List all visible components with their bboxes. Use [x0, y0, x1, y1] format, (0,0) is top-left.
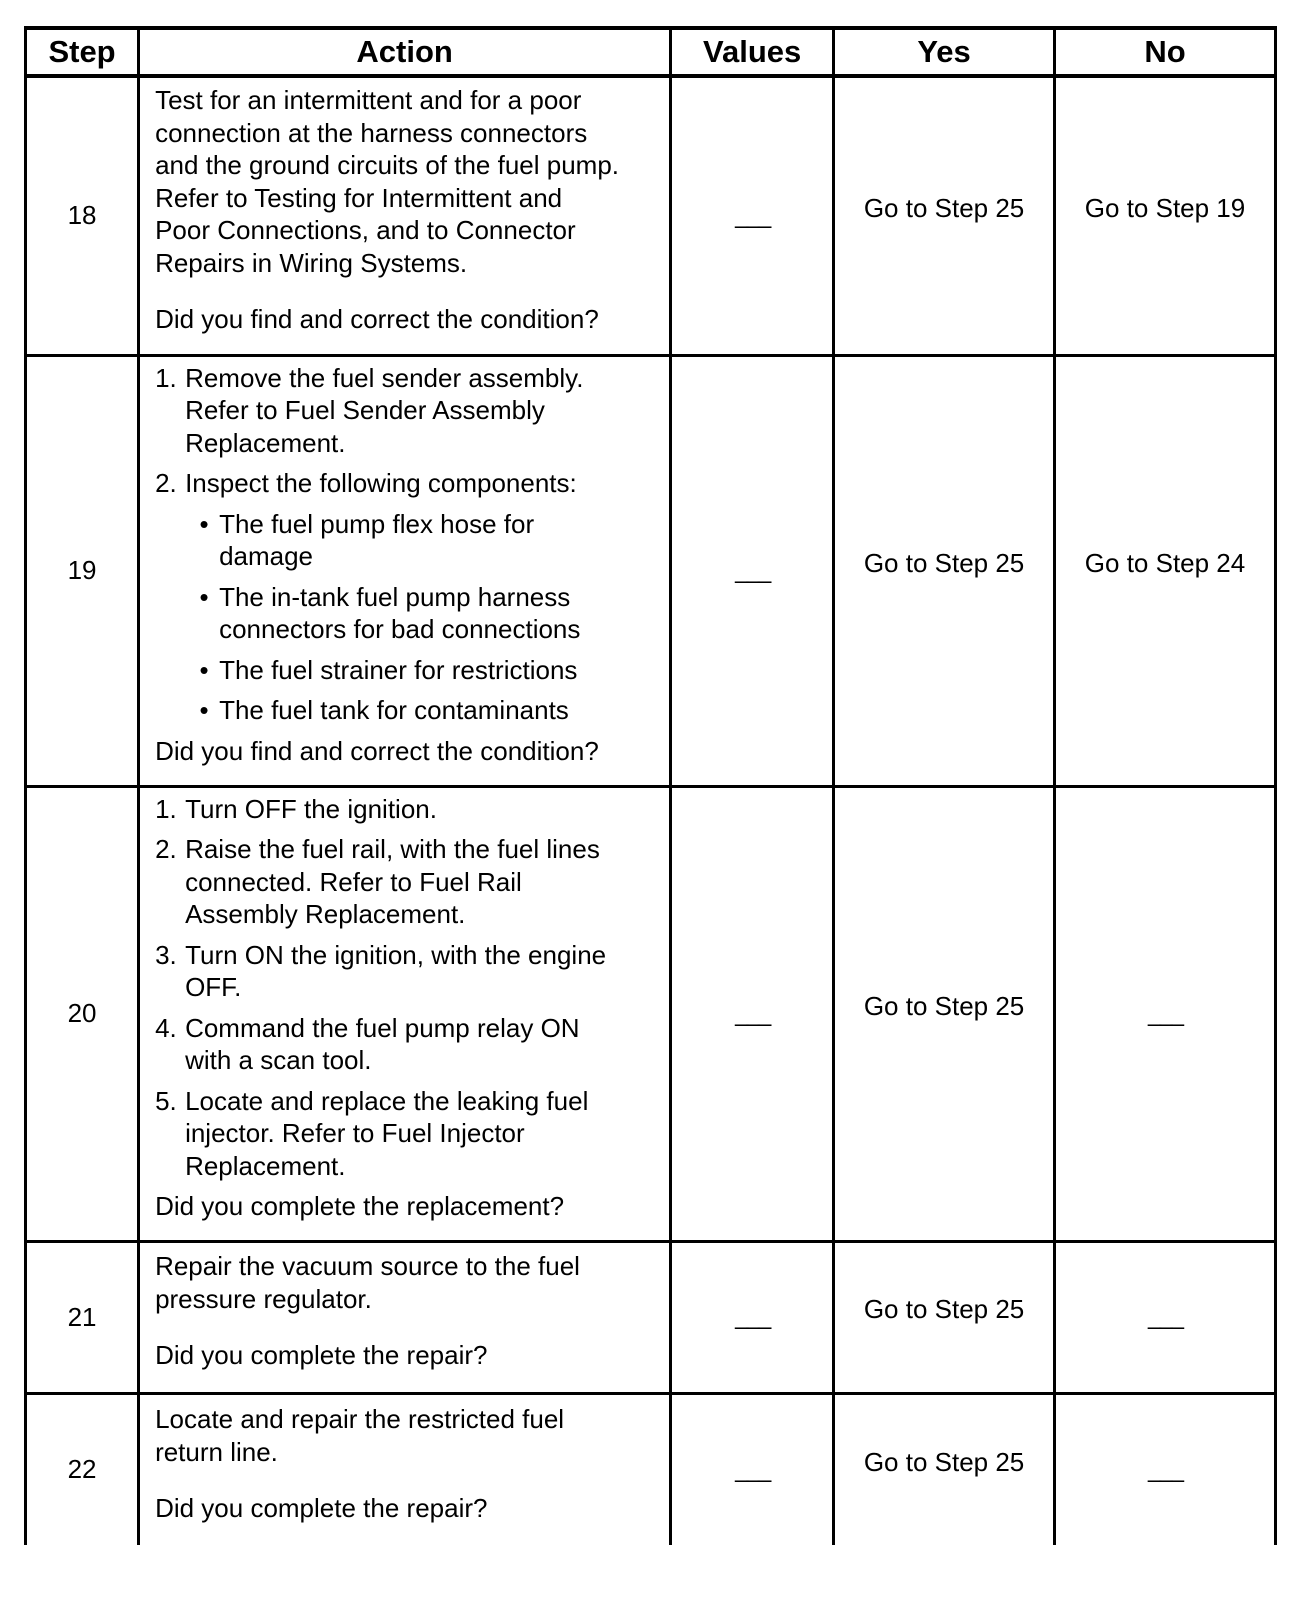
- no-goto: Go to Step 24: [1084, 547, 1246, 578]
- yes-cell: [834, 1393, 1055, 1545]
- item-number: 2.: [155, 834, 177, 864]
- item-line: Turn OFF the ignition.: [185, 793, 437, 824]
- action-cell: [139, 76, 671, 355]
- list-item: [155, 1012, 659, 1077]
- table-row-step-18: [26, 76, 1276, 355]
- action-line: Locate and repair the restricted fuel: [155, 1404, 565, 1434]
- values-dash: ___: [735, 201, 770, 229]
- bullet-line: The fuel pump flex hose for: [219, 508, 535, 539]
- item-number: 4.: [155, 1012, 177, 1043]
- table-row-step-22: [26, 1393, 1276, 1545]
- action-line: connection at the harness connectors: [155, 117, 588, 148]
- bullet-item: [189, 581, 659, 646]
- values-dash: ___: [735, 556, 770, 584]
- yes-goto: Go to Step 25: [863, 547, 1025, 578]
- action-question: Did you find and correct the condition?: [155, 735, 599, 766]
- bullet-icon: •: [199, 654, 209, 685]
- item-line: injector. Refer to Fuel Injector: [185, 1118, 525, 1148]
- list-item: [155, 362, 659, 460]
- yes-goto: Go to Step 25: [863, 990, 1025, 1021]
- bullet-line: The in-tank fuel pump harness: [219, 581, 571, 612]
- bullet-icon: •: [199, 508, 209, 539]
- no-cell: [1055, 1393, 1276, 1545]
- no-dash: ___: [1147, 999, 1183, 1027]
- action-line: pressure regulator.: [155, 1283, 372, 1314]
- bullet-line: damage: [219, 541, 314, 572]
- bullet-line: connectors for bad connections: [219, 614, 581, 645]
- table-row-step-20: [26, 786, 1276, 1241]
- item-line: Locate and replace the leaking fuel: [185, 1085, 589, 1116]
- header-values: Values: [671, 28, 834, 76]
- no-cell: [1055, 1241, 1276, 1393]
- yes-cell: [834, 1241, 1055, 1393]
- step-number: 20: [26, 786, 139, 1241]
- action-text: [155, 1403, 659, 1468]
- diagnostic-table: [24, 26, 1277, 1545]
- item-line: Inspect the following components:: [185, 468, 577, 499]
- bullet-item: [189, 694, 659, 727]
- item-line: Replacement.: [185, 427, 346, 458]
- no-cell: [1055, 76, 1276, 355]
- item-line: Raise the fuel rail, with the fuel lines: [185, 834, 600, 864]
- table-row-step-19: [26, 355, 1276, 786]
- values-dash: ___: [735, 999, 770, 1027]
- values-cell: [671, 1393, 834, 1545]
- no-cell: [1055, 355, 1276, 786]
- list-item: [155, 833, 659, 931]
- no-cell: [1055, 786, 1276, 1241]
- yes-cell: [834, 786, 1055, 1241]
- action-line: and the ground circuits of the fuel pump.: [155, 150, 620, 180]
- bullet-line: The fuel strainer for restrictions: [219, 654, 578, 685]
- list-item: [155, 939, 659, 1004]
- values-dash: ___: [735, 1303, 770, 1330]
- step-number: 21: [26, 1241, 139, 1393]
- values-cell: [671, 355, 834, 786]
- bullet-icon: •: [199, 581, 209, 612]
- action-text: [155, 84, 659, 279]
- item-line: with a scan tool.: [185, 1045, 372, 1075]
- table-row-step-21: [26, 1241, 1276, 1393]
- item-line: Refer to Fuel Sender Assembly: [185, 395, 545, 426]
- header-step: Step: [26, 28, 139, 76]
- header-action: Action: [139, 28, 671, 76]
- item-number: 1.: [155, 362, 177, 393]
- header-yes: Yes: [834, 28, 1055, 76]
- header-row: [26, 28, 1276, 76]
- list-item: [155, 467, 659, 500]
- bullet-item: [189, 654, 659, 687]
- yes-goto: Go to Step 25: [863, 192, 1025, 223]
- item-line: Replacement.: [185, 1150, 346, 1181]
- item-line: Command the fuel pump relay ON: [185, 1012, 580, 1043]
- no-dash: ___: [1147, 1455, 1183, 1483]
- action-cell: [139, 786, 671, 1241]
- values-cell: [671, 76, 834, 355]
- action-line: Poor Connections, and to Connector: [155, 215, 576, 245]
- item-line: connected. Refer to Fuel Rail: [185, 866, 522, 897]
- item-line: Assembly Replacement.: [185, 899, 466, 929]
- values-cell: [671, 786, 834, 1241]
- action-line: Test for an intermittent and for a poor: [155, 85, 582, 115]
- no-goto: Go to Step 19: [1084, 192, 1246, 223]
- action-cell: [139, 355, 671, 786]
- item-line: OFF.: [185, 972, 242, 1002]
- item-number: 1.: [155, 793, 177, 824]
- action-text: [155, 1250, 659, 1315]
- yes-cell: [834, 355, 1055, 786]
- bullet-line: The fuel tank for contaminants: [219, 695, 569, 726]
- action-question: Did you complete the replacement?: [155, 1191, 565, 1221]
- action-cell: [139, 1241, 671, 1393]
- step-number: 19: [26, 355, 139, 786]
- bullet-icon: •: [199, 695, 209, 726]
- item-line: Turn ON the ignition, with the engine: [185, 939, 607, 970]
- item-line: Remove the fuel sender assembly.: [185, 362, 584, 393]
- action-line: Repairs in Wiring Systems.: [155, 247, 468, 278]
- action-question: Did you find and correct the condition?: [155, 304, 599, 334]
- list-item: [155, 793, 659, 826]
- bullet-item: [189, 508, 659, 573]
- step-number: 18: [26, 76, 139, 355]
- action-line: Refer to Testing for Intermittent and: [155, 182, 563, 213]
- values-dash: ___: [735, 1455, 770, 1483]
- header-no: No: [1055, 28, 1276, 76]
- action-cell: [139, 1393, 671, 1545]
- action-question: Did you complete the repair?: [155, 1340, 488, 1371]
- item-number: 5.: [155, 1085, 177, 1116]
- yes-goto: Go to Step 25: [863, 1446, 1025, 1477]
- action-line: return line.: [155, 1436, 278, 1467]
- yes-cell: [834, 76, 1055, 355]
- no-dash: ___: [1147, 1303, 1183, 1330]
- step-number: 22: [26, 1393, 139, 1545]
- action-line: Repair the vacuum source to the fuel: [155, 1251, 580, 1282]
- item-number: 3.: [155, 939, 177, 970]
- values-cell: [671, 1241, 834, 1393]
- item-number: 2.: [155, 468, 177, 499]
- action-question: Did you complete the repair?: [155, 1493, 488, 1523]
- list-item: [155, 1085, 659, 1183]
- yes-goto: Go to Step 25: [863, 1294, 1025, 1324]
